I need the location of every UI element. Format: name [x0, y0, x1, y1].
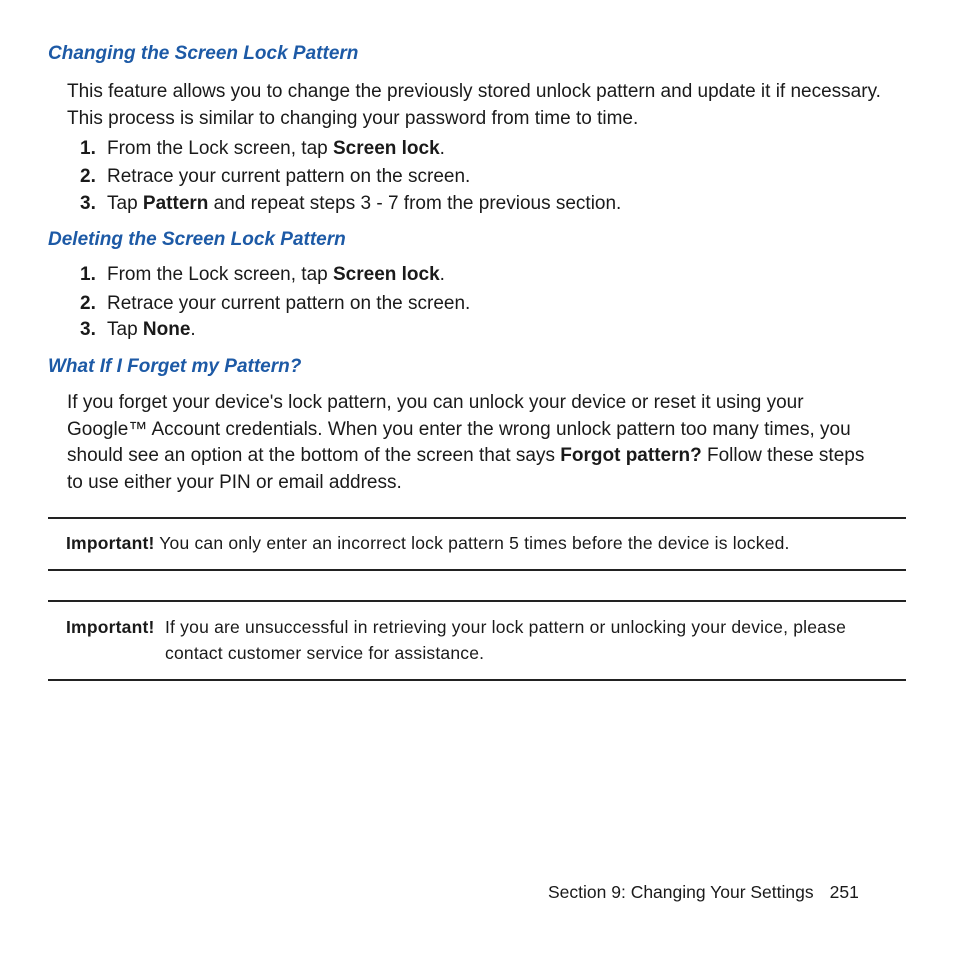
step-text: From the Lock screen, tap	[107, 138, 333, 159]
important-text: You can only enter an incorrect lock pattern 5 times before the device is locked.	[159, 533, 790, 553]
step-text: From the Lock screen, tap	[107, 264, 333, 285]
page-footer	[548, 882, 859, 903]
important-label: Important!	[66, 617, 155, 637]
list-item	[80, 291, 470, 317]
forgot-pattern-label: Forgot pattern?	[560, 445, 702, 466]
step-text-after: .	[439, 264, 445, 285]
intro-paragraph: This feature allows you to change the previously stored unlock pattern and update it if necessary. This process is similar to changing your password from time to time.	[67, 81, 881, 129]
list-item	[80, 262, 445, 288]
list-item	[80, 317, 196, 343]
section-heading-deleting: Deleting the Screen Lock Pattern	[48, 229, 346, 250]
list-item	[80, 164, 470, 190]
step-bold: None	[142, 319, 191, 340]
important-text: If you are unsuccessful in retrieving your lock pattern or unlocking your device, please contact customer service for assistance.	[165, 617, 847, 663]
section-heading-changing: Changing the Screen Lock Pattern	[48, 43, 359, 64]
step-text: Retrace your current pattern on the screen.	[107, 293, 471, 314]
important-note	[66, 530, 896, 556]
step-text: Tap	[107, 319, 143, 340]
list-item	[80, 136, 445, 162]
step-text-after: .	[190, 319, 196, 340]
step-bold: Screen lock	[333, 264, 440, 285]
section-heading-forget: What If I Forget my Pattern?	[48, 356, 302, 377]
step-text: Retrace your current pattern on the screen.	[107, 166, 471, 187]
step-number: 2.	[80, 166, 96, 187]
important-label: Important!	[66, 533, 155, 553]
list-item	[80, 191, 621, 217]
paragraph-text-after: Follow these steps to use either your PIN or email address.	[67, 445, 865, 493]
step-text-after: and repeat steps 3 - 7 from the previous section.	[208, 193, 622, 214]
note-divider-top	[48, 600, 906, 602]
step-number: 1.	[80, 138, 96, 159]
step-text: Tap	[107, 193, 143, 214]
step-number: 2.	[80, 293, 96, 314]
step-number: 1.	[80, 264, 96, 285]
page-number: 251	[829, 882, 859, 902]
note-divider-bottom	[48, 679, 906, 681]
step-text-after: .	[439, 138, 445, 159]
step-bold: Screen lock	[333, 138, 440, 159]
note-divider-top	[48, 517, 906, 519]
step-number: 3.	[80, 319, 96, 340]
paragraph-text: If you forget your device's lock pattern, you can unlock your device or reset it using your Google™ Account credentials. When you enter the wrong unlock pattern too many times, you should see an option at the bottom of the screen that says	[67, 392, 851, 466]
note-divider-bottom	[48, 569, 906, 571]
footer-section: Section 9: Changing Your Settings	[548, 882, 814, 902]
forget-paragraph	[67, 390, 882, 496]
step-number: 3.	[80, 193, 96, 214]
step-bold: Pattern	[142, 193, 209, 214]
